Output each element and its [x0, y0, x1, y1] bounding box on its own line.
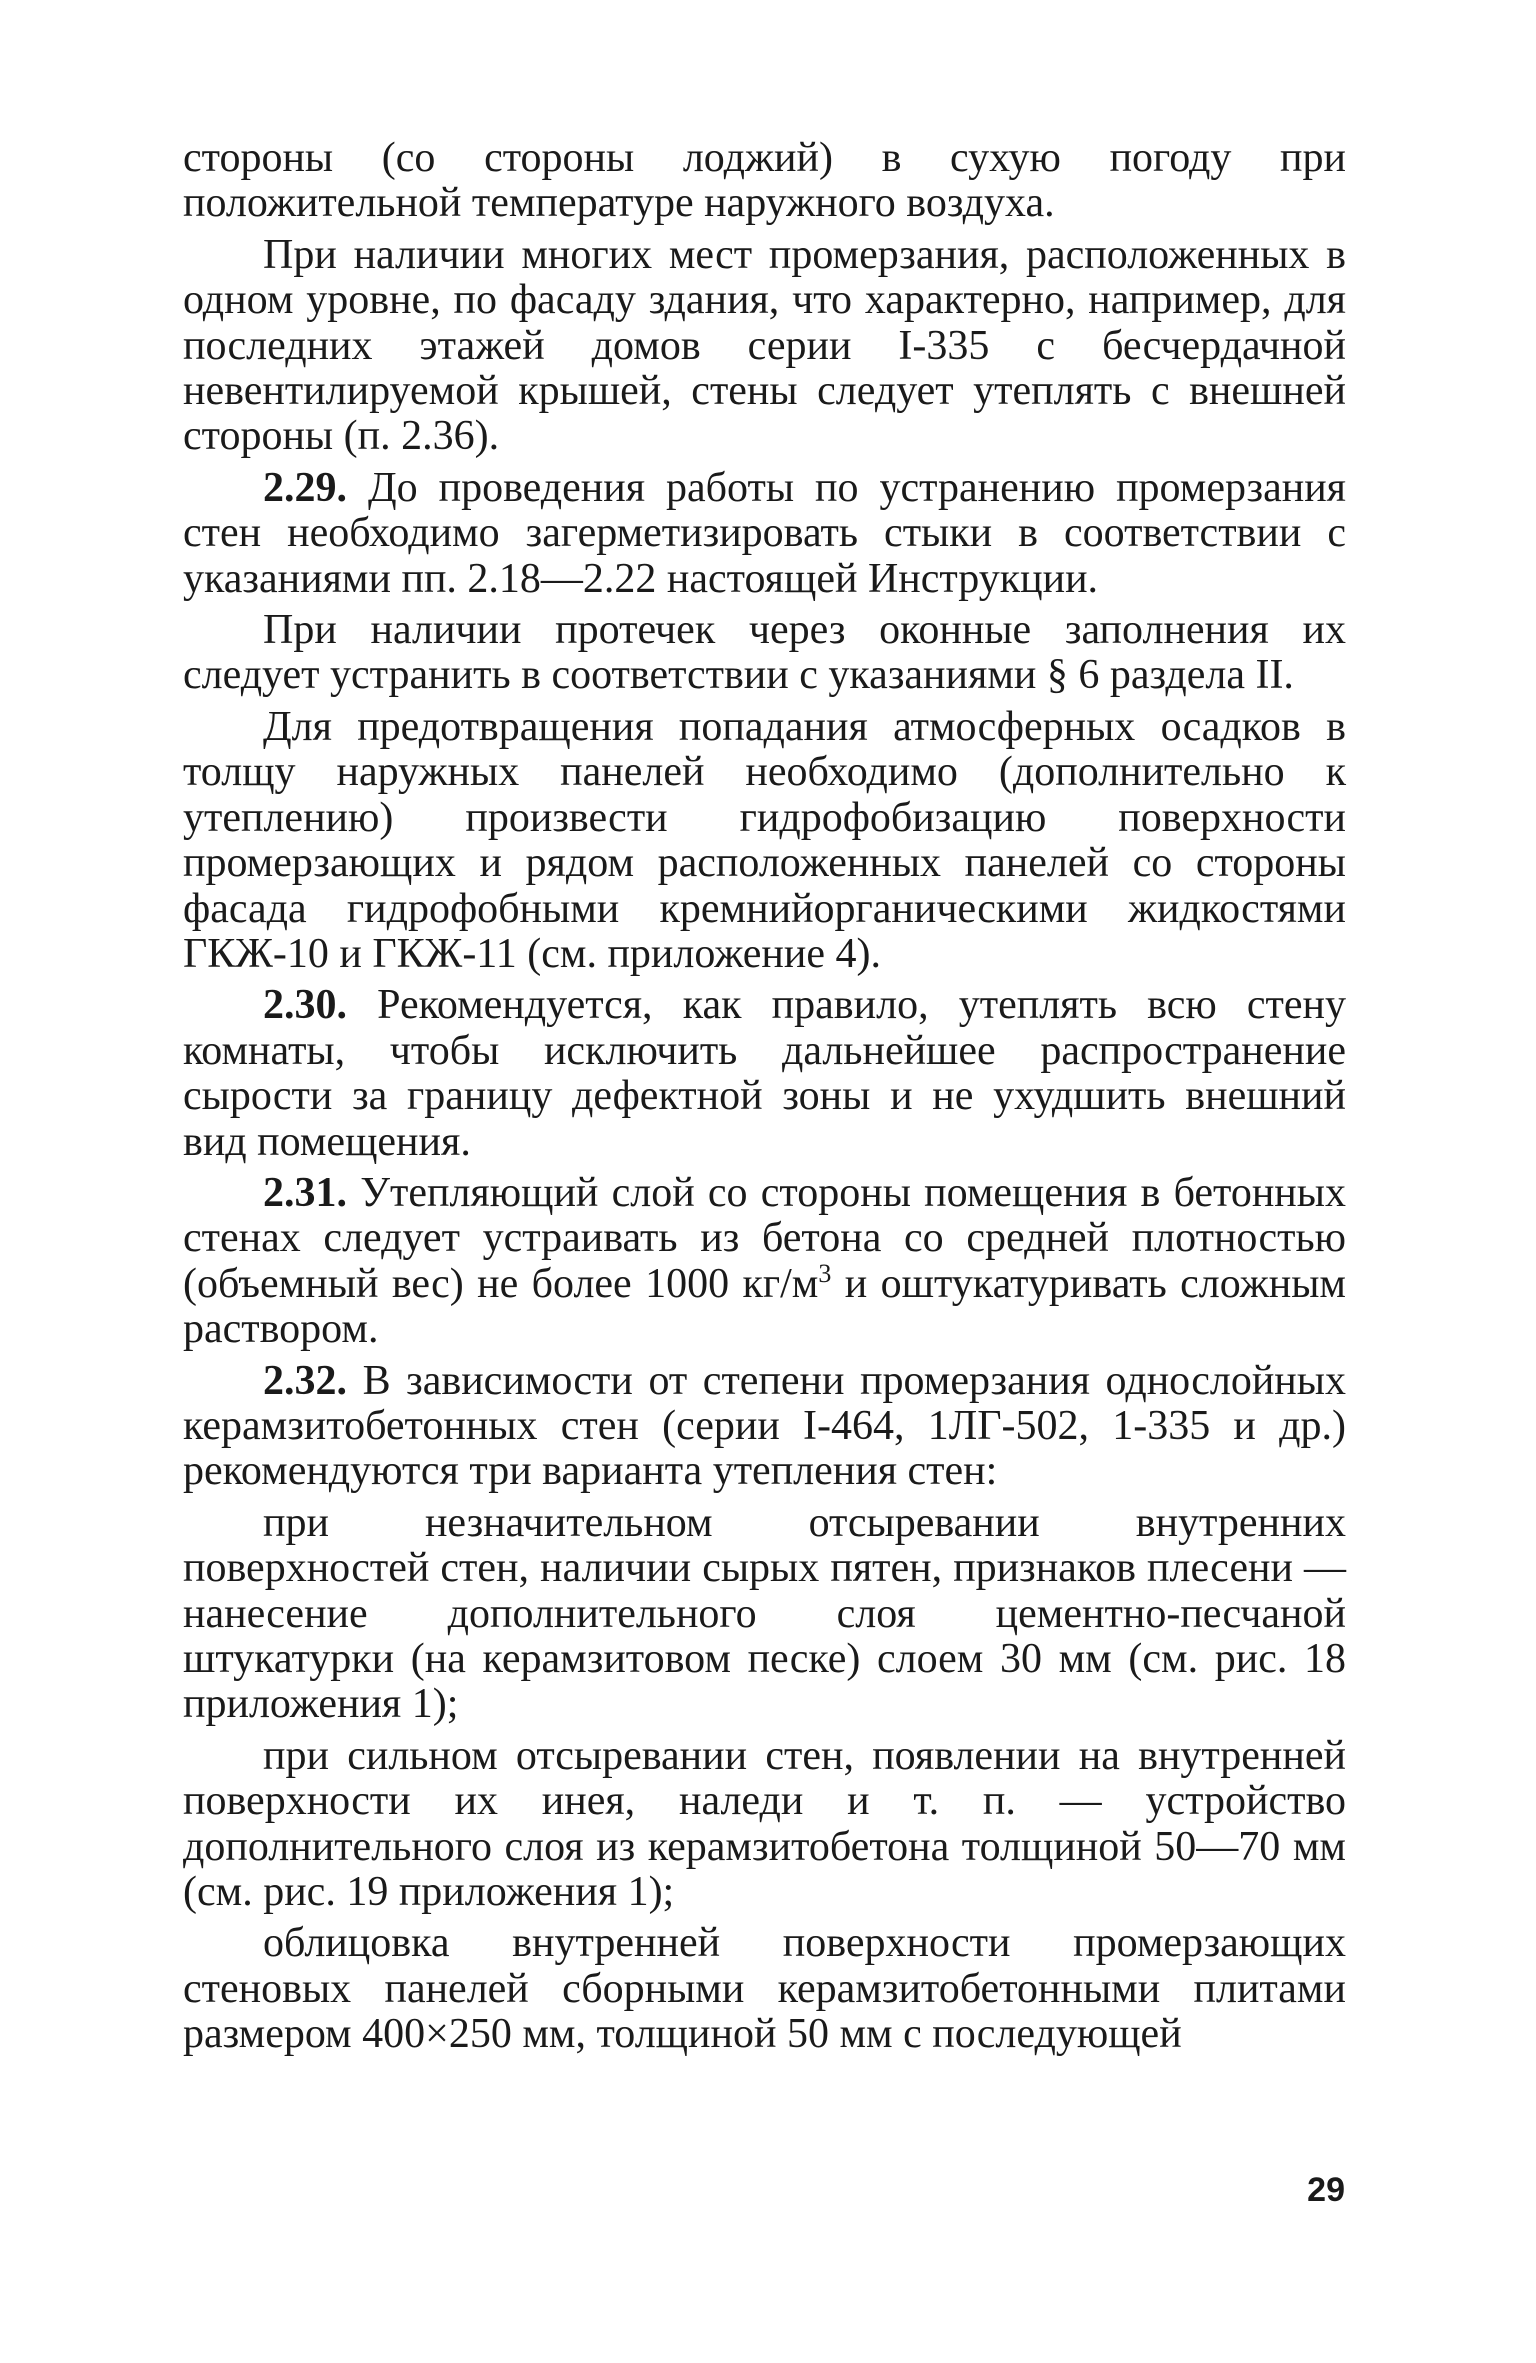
clause-2-30	[183, 983, 1346, 1165]
paragraph-window-leaks	[183, 608, 1346, 699]
clause-number: 2.32.	[263, 1357, 347, 1404]
paragraph-text: при незначительном отсыревании внутренних поверхностей стен, наличии сырых пятен, признаков плесени — нанесение дополнительного слоя цементно-песчаной штукатурки (на керамзитовом песке) слоем 30 мм (см. рис. 18 приложения 1);	[183, 1499, 1346, 1728]
page-number: 29	[1307, 2171, 1345, 2209]
clause-2-29	[183, 466, 1346, 602]
clause-number: 2.31.	[263, 1169, 347, 1216]
paragraph-text: облицовка внутренней поверхности промерзающих стеновых панелей сборными керамзитобетонными плитами размером 400×250 мм, толщиной 50 мм с последующей	[183, 1920, 1346, 2058]
paragraph-text: При наличии многих мест промерзания, расположенных в одном уровне, по фасаду здания, что характерно, например, для последних этажей домов серии I-335 с бесчердачной невентилируемой крышей, стены следует утеплять с внешней стороны (п. 2.36).	[183, 231, 1346, 460]
paragraph-continuation	[183, 136, 1346, 227]
clause-number: 2.29.	[263, 464, 347, 511]
paragraph-hydrophobization	[183, 705, 1346, 977]
clause-2-32	[183, 1359, 1346, 1495]
clause-2-31	[183, 1171, 1346, 1353]
paragraph-text: стороны (со стороны лоджий) в сухую погоду при положительной температуре наружного воздуха.	[183, 135, 1346, 227]
paragraph-text: Рекомендуется, как правило, утеплять всю стену комнаты, чтобы исключить дальнейшее распространение сырости за границу дефектной зоны и не ухудшить внешний вид помещения.	[183, 982, 1347, 1165]
variant-plaster	[183, 1501, 1346, 1728]
clause-number: 2.30.	[263, 982, 347, 1029]
body-text	[183, 136, 1346, 2064]
variant-concrete-layer	[183, 1734, 1346, 1916]
paragraph-text: До проведения работы по устранению промерзания стен необходимо загерметизировать стыки в соответствии с указаниями пп. 2.18—2.22 настоящей Инструкции.	[183, 464, 1346, 602]
superscript: 3	[818, 1258, 832, 1288]
paragraph-text: Для предотвращения попадания атмосферных осадков в толщу наружных панелей необходимо (дополнительно к утеплению) произвести гидрофобизацию поверхности промерзающих и рядом расположенных панелей со стороны фасада гидрофобными кремнийорганическими жидкостями ГКЖ-10 и ГКЖ-11 (см. приложение 4).	[183, 703, 1346, 977]
variant-cladding	[183, 1921, 1346, 2057]
paragraph-text-tail: и оштукатуривать сложным раствором.	[183, 1260, 1346, 1353]
paragraph-text: при сильном отсыревании стен, появлении на внутренней поверхности их инея, наледи и т. п. — устройство дополнительного слоя из керамзитобетона толщиной 50—70 мм (см. рис. 19 приложения 1);	[183, 1732, 1346, 1916]
paragraph-facade-insulation	[183, 233, 1346, 460]
paragraph-text: Утепляющий слой со стороны помещения в бетонных стенах следует устраивать из бетона со средней плотностью (объемный вес) не более 1000 кг/м	[183, 1169, 1346, 1307]
paragraph-text: При наличии протечек через оконные заполнения их следует устранить в соответствии с указаниями § 6 раздела II.	[183, 607, 1346, 699]
paragraph-text: В зависимости от степени промерзания однослойных керамзитобетонных стен (серии I-464, 1ЛГ-502, 1-335 и др.) рекомендуются три варианта утепления стен:	[183, 1357, 1346, 1495]
